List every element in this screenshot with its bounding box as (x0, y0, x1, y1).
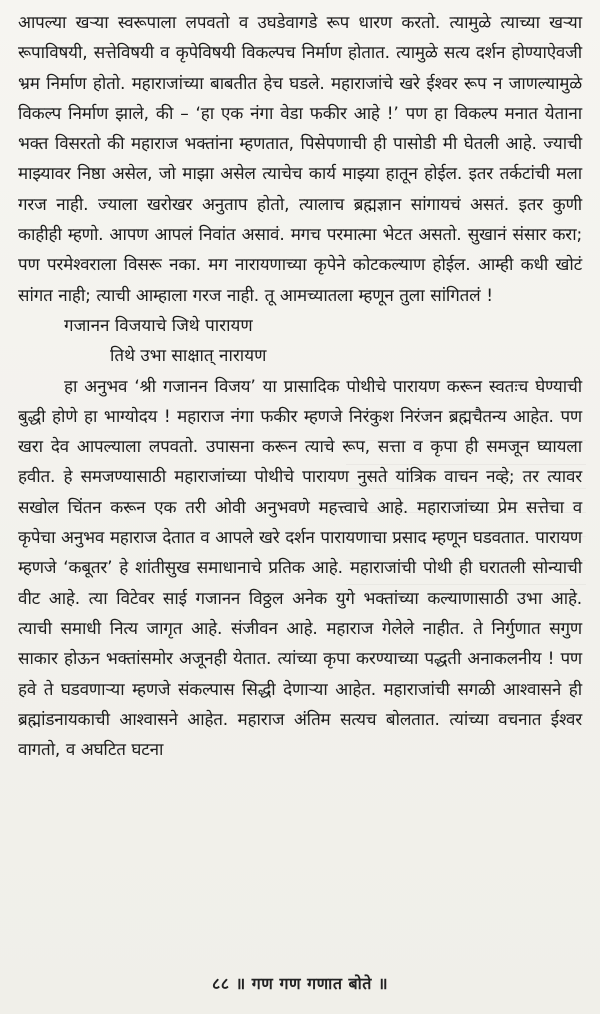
page-footer: ८८ ॥ गण गण गणात बोते ॥ (211, 974, 389, 993)
verse-line-2: तिथे उभा साक्षात् नारायण (110, 346, 267, 367)
body-paragraph-1: आपल्या खऱ्या स्वरूपाला लपवतो व उघडेवागडे रूप धारण करतो. त्यामुळे त्याच्या खऱ्या रूपाविषयी, सत्तेविषयी व कृपेविषयी विकल्पच निर्माण होतात. त्यामुळे सत्य दर्शन होण्याऐवजी भ्रम निर्माण होतो. महाराजांच्या बाबतीत हेच घडले. महाराजांचे खरे ईश्वर रूप न जाणल्यामुळे विकल्प निर्माण झाले, की – ‘हा एक नंगा वेडा फकीर आहे !’ पण हा विकल्प मनात येताना भक्त विसरतो की महाराज भक्तांना म्हणतात, पिसेपणाची ही पासोडी मी घेतली आहे. ज्याची माझ्यावर निष्ठा असेल, जो माझा असेल त्याचेच कार्य माझ्या हातून होईल. इतर तर्कटांची मला गरज नाही. ज्याला खरोखर अनुताप होतो, त्यालाच ब्रह्मज्ञान सांगायचं असतं. इतर कुणी काहीही म्हणो. आपण आपलं निवांत असावं. मगच परमात्मा भेटत असतो. सुखानं संसार करा; पण परमेश्वराला विसरू नका. मग नारायणाच्या कृपेने कोटकल्याण होईल. आम्ही कधी खोटं सांगत नाही; त्याची आम्हाला गरज नाही. तू आमच्यातला म्हणून तुला सांगितलं ! (18, 13, 582, 306)
body-paragraph-2: हा अनुभव ‘श्री गजानन विजय’ या प्रासादिक पोथीचे पारायण करून स्वतःच घेण्याची बुद्धी होणे हा भाग्योदय ! महाराज नंगा फकीर म्हणजे निरंकुश निरंजन ब्रह्मचैतन्य आहेत. पण खरा देव आपल्याला लपवतो. उपासना करून त्याचे रूप, सत्ता व कृपा ही समजून घ्यायला हवीत. हे समजण्यासाठी महाराजांच्या पोथीचे पारायण नुसते यांत्रिक वाचन नव्हे; तर त्यावर सखोल चिंतन करून एक तरी ओवी अनुभवणे महत्त्वाचे आहे. महाराजांच्या प्रेम सत्तेचा व कृपेचा अनुभव महाराज देतात व आपले खरे दर्शन पारायणाचा प्रसाद म्हणून घडवतात. पारायण म्हणजे ‘कबूतर’ हे शांतीसुख समाधानाचे प्रतिक आहे. महाराजांची पोथी ही घरातली सोन्याची वीट आहे. त्या विटेवर साई गजानन विठ्ठल अनेक युगे भक्तांच्या कल्याणासाठी उभा आहे. त्याची समाधी नित्य जागृत आहे. संजीवन आहे. महाराज गेलेले नाहीत. ते निर्गुणात सगुण साकार होऊन भक्तांसमोर अजूनही येतात. त्यांच्या कृपा करण्याच्या पद्धती अनाकलनीय ! पण हवे ते घडवणाऱ्या म्हणजे संकल्पास सिद्धी देणाऱ्या आहेत. महाराजांची सगळी आश्वासने ही ब्रह्मांडनायकाची आश्वासने आहेत. महाराज अंतिम सत्यच बोलतात. त्यांच्या वचनात ईश्वर वागतो, व अघटित घटना (18, 376, 582, 761)
verse-line-1: गजानन विजयाचे जिथे पारायण (64, 315, 253, 336)
